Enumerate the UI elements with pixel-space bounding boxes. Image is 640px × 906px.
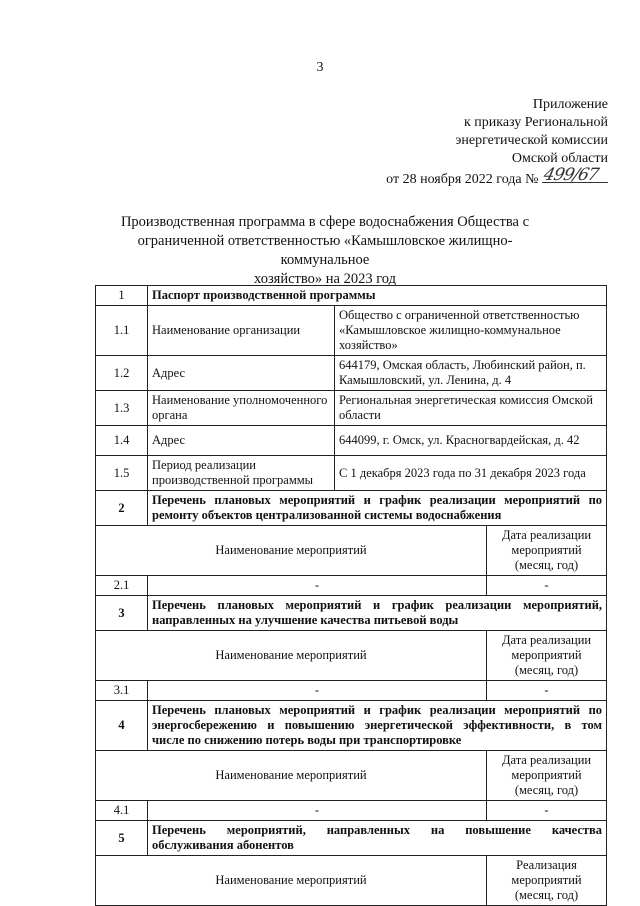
appendix-block: [386, 96, 608, 189]
section-header: Перечень мероприятий, направленных на повышение качества обслуживания абонентов: [148, 821, 607, 856]
column-header-name: Наименование мероприятий: [96, 631, 487, 681]
column-header-row: [96, 751, 607, 801]
appendix-line: Приложение: [532, 97, 608, 112]
table-row: [96, 391, 607, 426]
title-line: ограниченной ответственностью «Камышловское жилищно-коммунальное: [137, 233, 513, 268]
handwritten-order-number: 499/67: [541, 165, 600, 185]
column-header-name: Наименование мероприятий: [96, 856, 487, 906]
row-label: Наименование уполномоченного органа: [148, 391, 335, 426]
row-number: 2.1: [96, 576, 148, 596]
row-number: 1.4: [96, 426, 148, 456]
table-row: [96, 426, 607, 456]
row-value: Общество с ограниченной ответственностью «Камышловское жилищно-коммунальное хозяйство»: [335, 306, 607, 356]
document-title: [95, 213, 555, 289]
row-number: 1.2: [96, 356, 148, 391]
column-header-name: Наименование мероприятий: [96, 751, 487, 801]
section-number: 2: [96, 491, 148, 526]
section-number: 1: [96, 286, 148, 306]
title-line: Производственная программа в сфере водоснабжения Общества с: [120, 214, 530, 230]
row-value: Региональная энергетическая комиссия Омской области: [335, 391, 607, 426]
table-row: [96, 801, 607, 821]
row-number: 4.1: [96, 801, 148, 821]
row-label: Период реализации производственной программы: [148, 456, 335, 491]
row-value: 644179, Омская область, Любинский район, п. Камышловский, ул. Ленина, д. 4: [335, 356, 607, 391]
section-1-header-row: [96, 286, 607, 306]
table-row: [96, 356, 607, 391]
table-row: [96, 306, 607, 356]
appendix-line: Омской области: [511, 151, 608, 166]
row-name: -: [148, 801, 487, 821]
program-table: [95, 285, 607, 906]
appendix-line: энергетической комиссии: [455, 133, 608, 148]
section-header: Паспорт производственной программы: [148, 286, 607, 306]
order-date: от 28 ноября 2022 года №: [386, 172, 539, 187]
row-date: -: [487, 681, 607, 701]
section-number: 5: [96, 821, 148, 856]
order-number-field: [541, 165, 608, 185]
table-row: [96, 576, 607, 596]
row-value: 644099, г. Омск, ул. Красногвардейская, д. 42: [335, 426, 607, 456]
row-value: С 1 декабря 2023 года по 31 декабря 2023 года: [335, 456, 607, 491]
column-header-row: [96, 631, 607, 681]
row-label: Наименование организации: [148, 306, 335, 356]
title-line: хозяйство» на 2023 год: [254, 271, 396, 287]
row-number: 1.1: [96, 306, 148, 356]
appendix-date-line: [386, 165, 608, 189]
row-label: Адрес: [148, 426, 335, 456]
section-header: Перечень плановых мероприятий и график реализации мероприятий, направленных на улучшение качества питьевой воды: [148, 596, 607, 631]
section-5-header-row: [96, 821, 607, 856]
column-header-row: [96, 856, 607, 906]
section-number: 4: [96, 701, 148, 751]
row-date: -: [487, 801, 607, 821]
row-number: 3.1: [96, 681, 148, 701]
row-label: Адрес: [148, 356, 335, 391]
column-header-row: [96, 526, 607, 576]
section-number: 3: [96, 596, 148, 631]
page-number: 3: [316, 60, 324, 75]
row-number: 1.5: [96, 456, 148, 491]
column-header-date: Дата реализации мероприятий (месяц, год): [487, 631, 607, 681]
column-header-name: Наименование мероприятий: [96, 526, 487, 576]
row-name: -: [148, 681, 487, 701]
section-header: Перечень плановых мероприятий и график реализации мероприятий по энергосбережению и повышению энергетической эффективности, в том числе по снижению потерь воды при транспортировке: [148, 701, 607, 751]
column-header-date: Дата реализации мероприятий (месяц, год): [487, 526, 607, 576]
row-number: 1.3: [96, 391, 148, 426]
table-row: [96, 681, 607, 701]
row-date: -: [487, 576, 607, 596]
section-3-header-row: [96, 596, 607, 631]
section-4-header-row: [96, 701, 607, 751]
section-header: Перечень плановых мероприятий и график реализации мероприятий по ремонту объектов централизованной системы водоснабжения: [148, 491, 607, 526]
column-header-date: Дата реализации мероприятий (месяц, год): [487, 751, 607, 801]
table-row: [96, 456, 607, 491]
row-name: -: [148, 576, 487, 596]
section-2-header-row: [96, 491, 607, 526]
column-header-date: Реализация мероприятий (месяц, год): [487, 856, 607, 906]
appendix-line: к приказу Региональной: [463, 115, 608, 130]
